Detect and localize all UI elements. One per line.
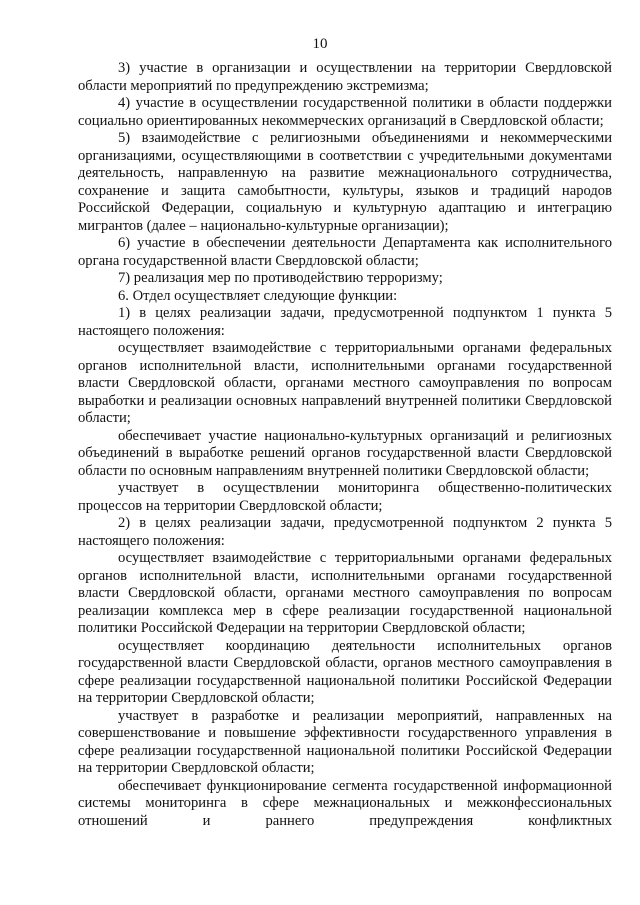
subsection-1-intro: 1) в целях реализации задачи, предусмотренной подпунктом 1 пункта 5 настоящего положения: [78,305,612,339]
function-coordination-paragraph: осуществляет координацию деятельности исполнительных органов государственной власти Свердловской области, органов местного самоуправления в сфере реализации государственной национальной политики Российской Федерации на территории Свердловской области; [78,637,612,706]
function-development-paragraph: участвует в разработке и реализации мероприятий, направленных на совершенствование и повышение эффективности государственного управления в сфере реализации государственной национальной политики Российской Федерации на территории Свердловской области; [78,707,612,776]
subsection-2-intro: 2) в целях реализации задачи, предусмотренной подпунктом 2 пункта 5 настоящего положения: [78,515,612,549]
section-6-heading: 6. Отдел осуществляет следующие функции: [118,287,398,304]
paragraph-item-6: 6) участие в обеспечении деятельности Департамента как исполнительного органа государственной власти Свердловской области; [78,235,612,269]
function-participation-paragraph: обеспечивает участие национально-культурных организаций и религиозных объединений в выработке решений органов государственной власти Свердловской области по основным направлениям внутренней политики Свердловской области; [78,427,612,479]
paragraph-item-3: 3) участие в организации и осуществлении на территории Свердловской области мероприятий по предупреждению экстремизма; [78,60,612,94]
page-number: 10 [312,36,328,52]
function-information-system-paragraph: обеспечивает функционирование сегмента государственной информационной системы мониторинга в сфере межнациональных и межконфессиональных отношений и раннего предупреждения конфликтных [78,777,612,829]
paragraph-item-5: 5) взаимодействие с религиозными объединениями и некоммерческими организациями, осуществляющими в соответствии с учредительными документами деятельность, направленную на развитие межнационального сотрудничества, сохранение и защита самобытности, культуры, языков и традиций народов Российской Федерации, социальную и культурную адаптацию и интеграцию мигрантов (далее – национально-культурные организации); [78,130,612,234]
function-national-policy-interaction-paragraph: осуществляет взаимодействие с территориальными органами федеральных органов исполнительной власти, исполнительными органами государственной власти Свердловской области, органами местного самоуправления по вопросам реализации комплекса мер в сфере реализации государственной национальной политики Российской Федерации на территории Свердловской области; [78,550,612,636]
paragraph-item-7: 7) реализация мер по противодействию терроризму; [118,270,443,286]
paragraph-item-4: 4) участие в осуществлении государственной политики в области поддержки социально ориентированных некоммерческих организаций в Свердловской области; [78,95,612,129]
document-body [78,60,612,830]
function-interaction-paragraph: осуществляет взаимодействие с территориальными органами федеральных органов исполнительной власти, исполнительными органами государственной власти Свердловской области, органами местного самоуправления по вопросам выработки и реализации основных направлений внутренней политики Свердловской области; [78,340,612,426]
function-monitoring-paragraph: участвует в осуществлении мониторинга общественно-политических процессов на территории Свердловской области; [78,480,612,514]
